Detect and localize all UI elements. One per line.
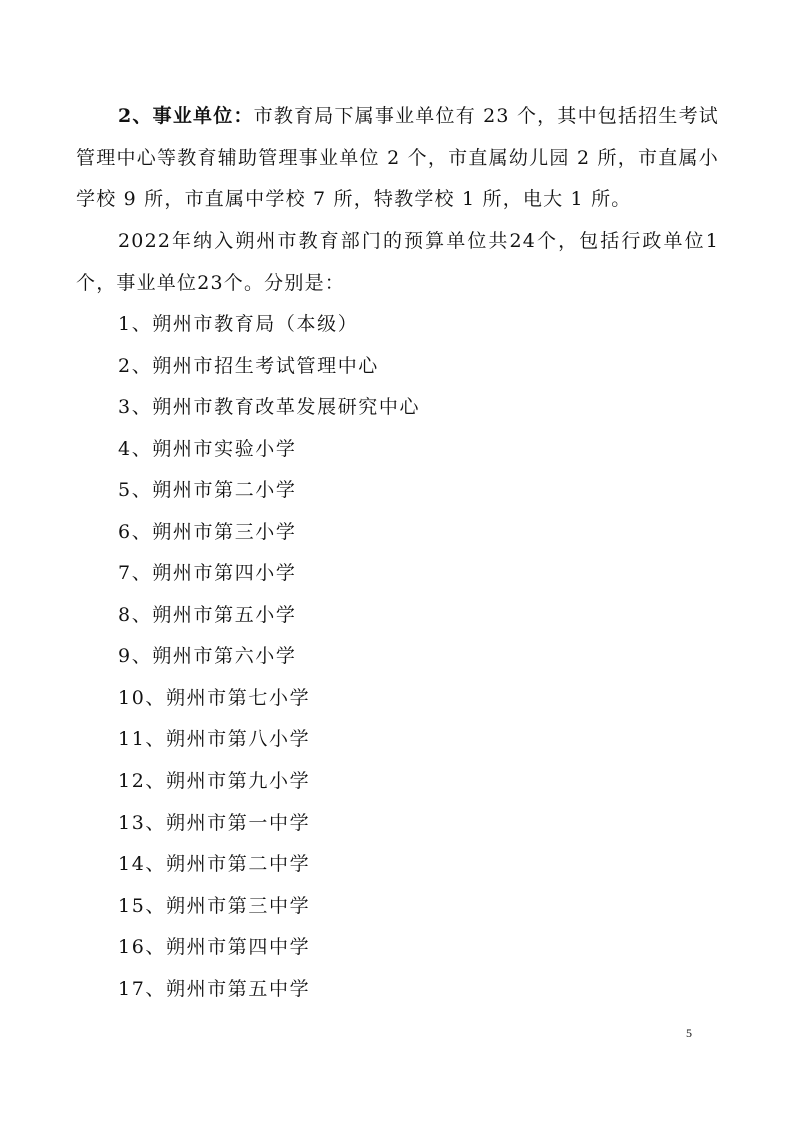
- list-item: 13、朔州市第一中学: [118, 811, 311, 834]
- budget-text: 2022年纳入朔州市教育部门的预算单位共24个，包括行政单位1个，事业单位23个。分别是：: [76, 230, 719, 294]
- list-item: 16、朔州市第四中学: [118, 936, 311, 959]
- list-item: 3、朔州市教育改革发展研究中心: [118, 396, 421, 419]
- list-item: 7、朔州市第四小学: [118, 562, 297, 585]
- section-text: 市教育局下属事业单位有 23 个，其中包括招生考试管理中心等教育辅助管理事业单位 2 个，市直属幼儿园 2 所，市直属小学校 9 所，市直属中学校 7 所，特教学校 1 所，电大 1 所。: [76, 105, 719, 210]
- list-item: 2、朔州市招生考试管理中心: [118, 354, 379, 377]
- list-item: 17、朔州市第五中学: [118, 977, 311, 1000]
- list-item: 9、朔州市第六小学: [118, 645, 297, 668]
- list-item: 12、朔州市第九小学: [118, 770, 311, 793]
- page-number: 5: [686, 1026, 692, 1040]
- list-item: 14、朔州市第二中学: [118, 853, 311, 876]
- list-item: 1、朔州市教育局（本级）: [118, 313, 359, 335]
- list-item: 4、朔州市实验小学: [118, 437, 297, 460]
- budget-paragraph: [76, 221, 719, 304]
- list-item: 10、朔州市第七小学: [118, 686, 311, 709]
- budget-unit-list: [118, 304, 420, 1010]
- section-heading: 2、事业单位：: [118, 105, 254, 127]
- list-item: 15、朔州市第三中学: [118, 894, 311, 917]
- list-item: 6、朔州市第三小学: [118, 520, 297, 543]
- list-item: 5、朔州市第二小学: [118, 479, 297, 502]
- section-paragraph: [76, 96, 719, 221]
- list-item: 8、朔州市第五小学: [118, 603, 297, 626]
- list-item: 11、朔州市第八小学: [118, 728, 311, 751]
